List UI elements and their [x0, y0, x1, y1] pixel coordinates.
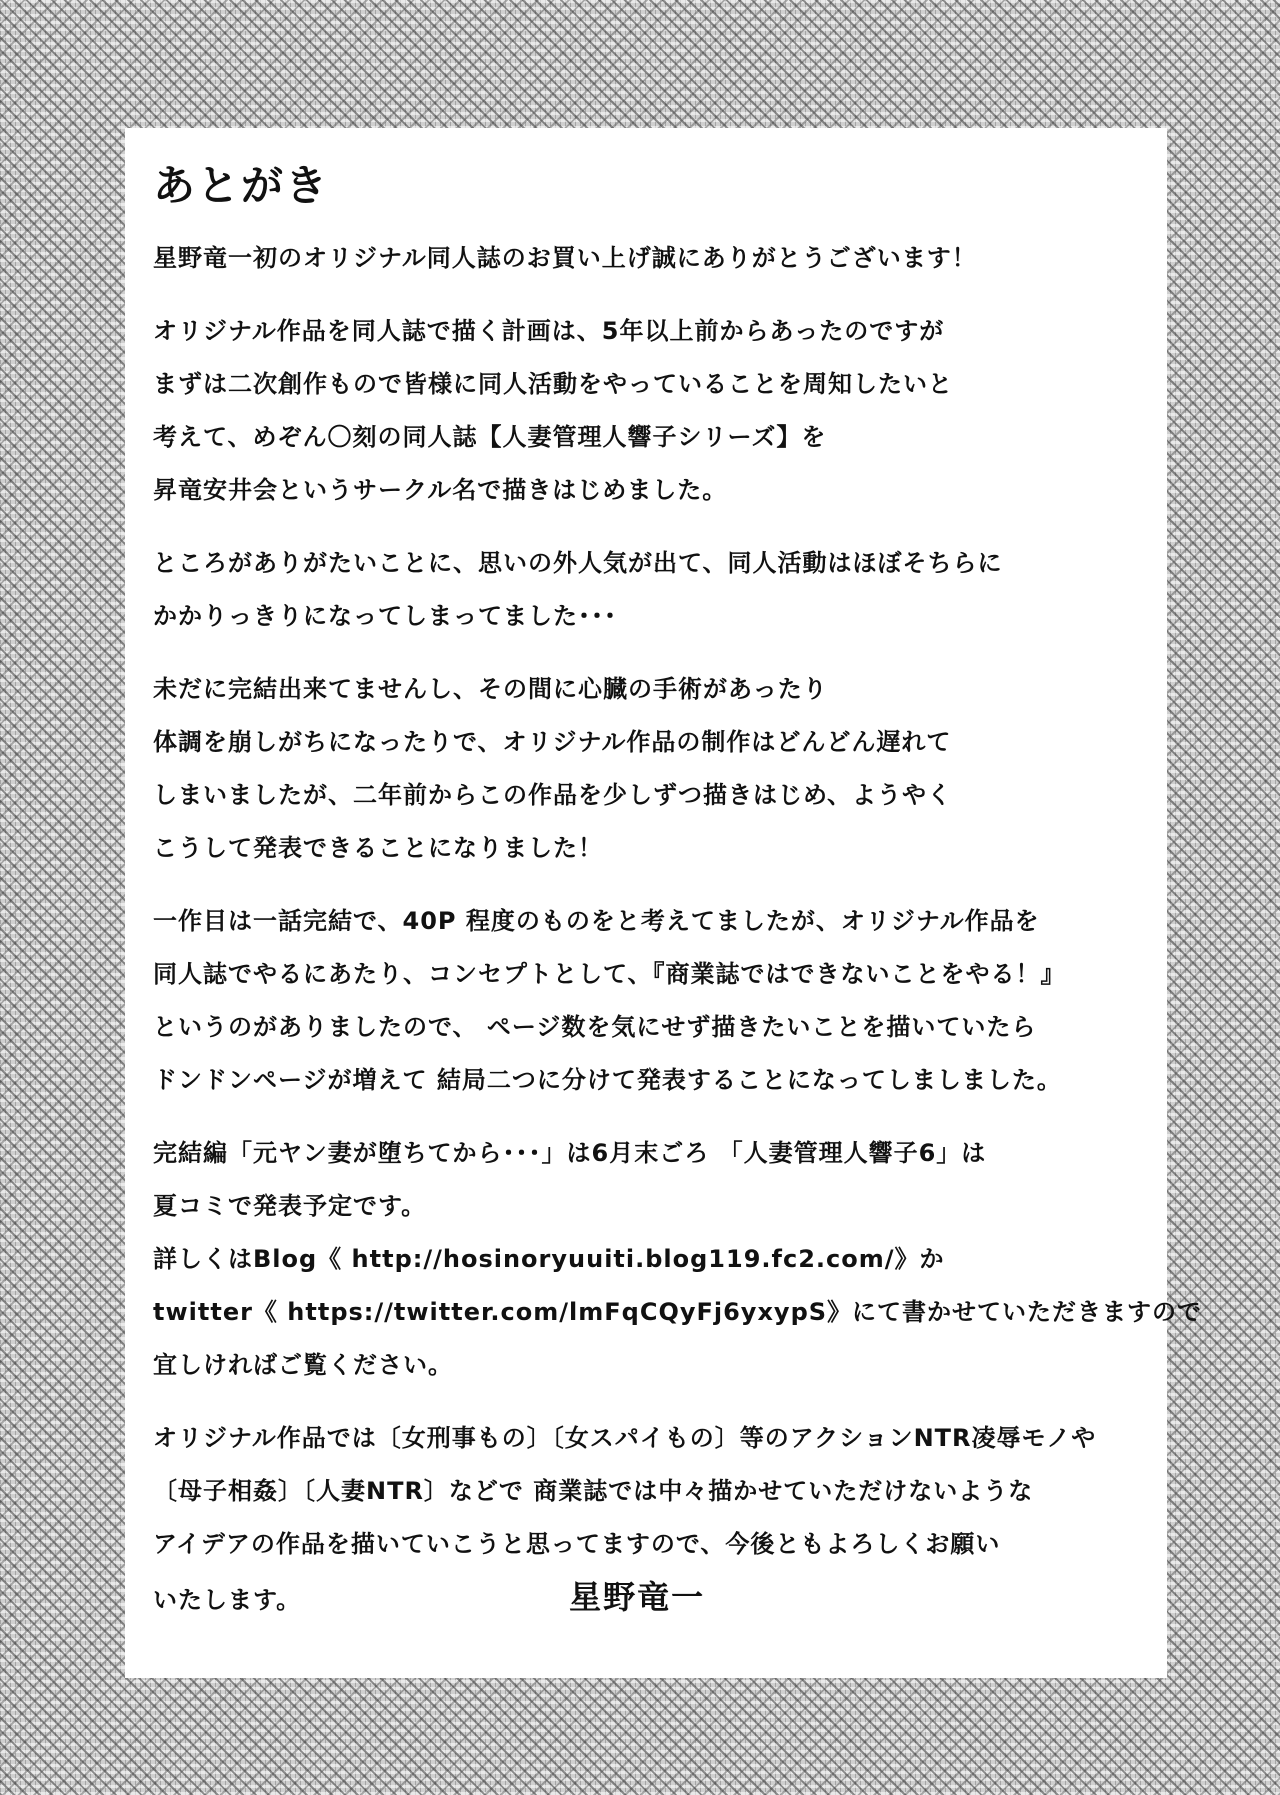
text-line: まずは二次創作もので皆様に同人活動をやっていることを周知したいと [153, 370, 953, 398]
text-line: オリジナル作品を同人誌で描く計画は、5年以上前からあったのですが [153, 317, 945, 345]
paragraph-popularity [153, 537, 1139, 643]
text-line: 完結編「元ヤン妻が堕ちてから･･･」は6月末ごろ 「人妻管理人響子6」は [153, 1139, 987, 1167]
closing-line-row [153, 1571, 1139, 1624]
text-line: 同人誌でやるにあたり、コンセプトとして、『商業誌ではできないことをやる！』 [153, 960, 1066, 988]
paragraph-concept [153, 895, 1139, 1107]
text-line: 星野竜一初のオリジナル同人誌のお買い上げ誠にありがとうございます！ [153, 244, 977, 272]
text-line: 昇竜安井会というサークル名で描きはじめました。 [153, 476, 728, 504]
text-line: 夏コミで発表予定です。 [153, 1192, 427, 1220]
text-line: 考えて、めぞん〇刻の同人誌【人妻管理人響子シリーズ】を [153, 423, 827, 451]
text-line: 宜しければご覧ください。 [153, 1351, 453, 1379]
text-line: というのがありましたので、 ページ数を気にせず描きたいことを描いていたら [153, 1013, 1037, 1041]
paragraph-thanks [153, 232, 1139, 285]
blog-link-line: 詳しくはBlog《 http://hosinoryuuiti.blog119.fc2.com/》か [153, 1245, 945, 1273]
afterword-page [125, 128, 1203, 1678]
text-line: ドンドンページが増えて 結局二つに分けて発表することになってしましました。 [153, 1066, 1062, 1094]
paragraph-announcement [153, 1127, 1203, 1392]
paragraph-plan [153, 305, 1139, 517]
text-line: オリジナル作品では〔女刑事もの〕〔女スパイもの〕等のアクションNTR凌辱モノや [153, 1424, 1097, 1452]
paragraph-future [153, 1412, 1139, 1624]
closing-line: いたします。 [153, 1586, 302, 1614]
paragraph-delay [153, 663, 1139, 875]
text-line: 体調を崩しがちになったりで、オリジナル作品の制作はどんどん遅れて [153, 728, 952, 756]
text-line: 未だに完結出来てませんし、その間に心臓の手術があったり [153, 675, 828, 703]
text-line: こうして発表できることになりました！ [153, 834, 603, 862]
text-line: 〔母子相姦〕〔人妻NTR〕などで 商業誌では中々描かせていただけないような [153, 1477, 1034, 1505]
twitter-link-line: twitter《 https://twitter.com/lmFqCQyFj6yxypS》にて書かせていただきますので [153, 1298, 1203, 1326]
author-signature: 星野竜一 [569, 1578, 706, 1616]
text-line: しまいましたが、二年前からこの作品を少しずつ描きはじめ、ようやく [153, 781, 953, 809]
text-line: 一作目は一話完結で、40P 程度のものをと考えてましたが、オリジナル作品を [153, 907, 1040, 935]
text-line: ところがありがたいことに、思いの外人気が出て、同人活動はほぼそちらに [153, 549, 1003, 577]
text-line: かかりっきりになってしまってました･･･ [153, 602, 617, 630]
text-line: アイデアの作品を描いていこうと思ってますので、今後ともよろしくお願い [153, 1530, 1001, 1558]
page-title: あとがき [153, 161, 330, 210]
